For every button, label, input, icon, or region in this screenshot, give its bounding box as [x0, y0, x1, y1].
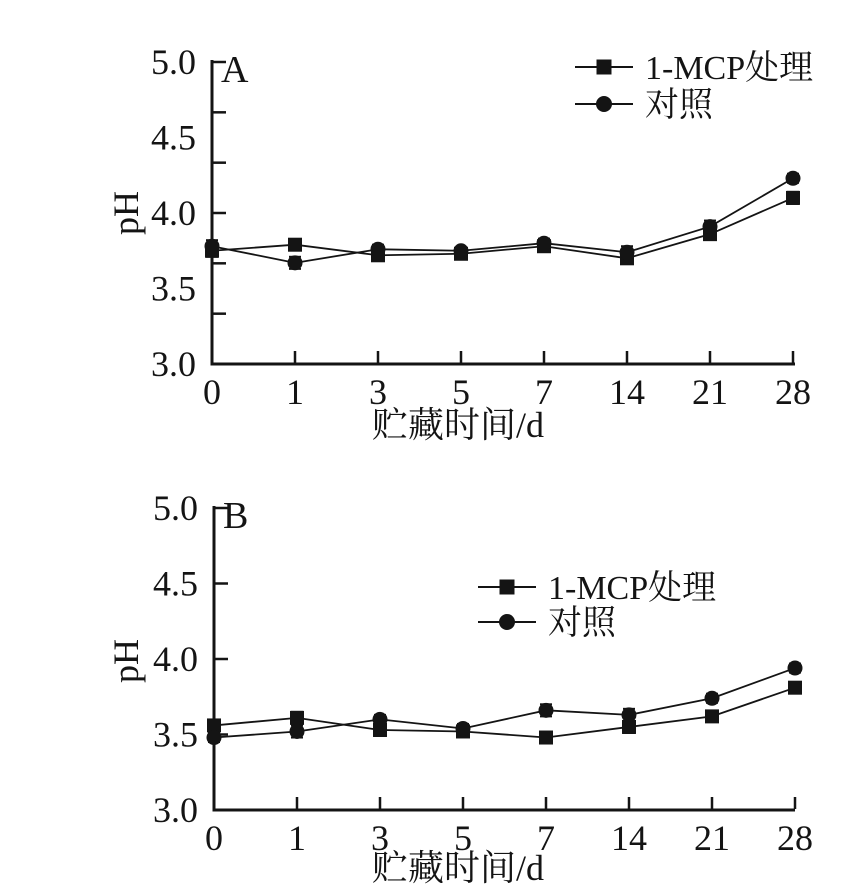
legend-marker-circle [596, 96, 612, 112]
series-circle [205, 171, 801, 271]
x-tick-label: 14 [611, 818, 647, 858]
y-tick-label: 5.0 [153, 488, 198, 528]
data-point-circle [205, 239, 220, 254]
data-point-circle [539, 703, 554, 718]
data-point-square [539, 731, 553, 745]
legend-entry [575, 49, 813, 87]
x-tick-label: 0 [205, 818, 223, 858]
y-tick-label: 3.5 [151, 268, 196, 309]
y-tick-label: 5.0 [151, 42, 196, 82]
data-point-circle [786, 171, 801, 186]
series-circle [207, 661, 803, 745]
y-axis-title: pH [106, 191, 146, 235]
data-point-circle [371, 242, 386, 257]
x-tick-label: 0 [203, 372, 221, 412]
x-tick-label: 5 [452, 372, 470, 412]
y-tick-label: 4.5 [151, 117, 196, 158]
data-point-square [786, 191, 800, 205]
legend-marker-square [500, 580, 515, 595]
legend-entry [478, 569, 716, 607]
chart-b-svg [0, 443, 861, 886]
x-tick-label: 14 [609, 372, 645, 412]
x-tick-label: 7 [537, 818, 555, 858]
panel-label: A [221, 49, 249, 91]
x-tick-label: 28 [775, 372, 811, 412]
x-tick-label: 3 [371, 818, 389, 858]
legend-label: 对照 [548, 605, 616, 642]
data-point-circle [456, 721, 471, 736]
data-point-square [290, 711, 304, 725]
data-point-square [788, 681, 802, 695]
data-point-circle [703, 219, 718, 234]
data-point-circle [537, 236, 552, 251]
data-point-circle [290, 724, 305, 739]
x-axis-title: 贮藏时间/d [371, 405, 545, 443]
data-point-circle [622, 707, 637, 722]
x-tick-label: 7 [535, 372, 553, 412]
data-point-square [705, 709, 719, 723]
legend [478, 569, 716, 642]
y-tick-label: 3.0 [153, 790, 198, 830]
data-point-circle [288, 255, 303, 270]
legend-marker-square [597, 60, 612, 75]
y-tick-label: 4.0 [153, 639, 198, 679]
data-point-circle [705, 691, 720, 706]
panel-label: B [223, 495, 249, 537]
legend-entry [478, 604, 617, 642]
legend-entry [575, 86, 714, 124]
legend [575, 49, 813, 124]
data-point-circle [207, 730, 222, 745]
x-tick-label: 21 [692, 372, 728, 412]
legend-label: 1-MCP处理 [645, 50, 814, 87]
data-point-circle [788, 661, 803, 676]
data-point-circle [620, 245, 635, 260]
y-tick-label: 3.5 [153, 714, 198, 755]
axes [153, 488, 813, 858]
legend-label: 1-MCP处理 [548, 570, 717, 607]
y-tick-label: 4.0 [151, 193, 196, 233]
x-tick-label: 5 [454, 818, 472, 858]
x-tick-label: 28 [777, 818, 813, 858]
legend-marker-circle [499, 614, 515, 630]
chart-panel-b [0, 443, 861, 886]
data-point-circle [373, 712, 388, 727]
x-tick-label: 21 [694, 818, 730, 858]
y-tick-label: 3.0 [151, 344, 196, 384]
legend-label: 对照 [645, 87, 713, 124]
y-tick-label: 4.5 [153, 563, 198, 604]
data-point-circle [454, 243, 469, 258]
data-point-square [288, 238, 302, 252]
x-tick-label: 1 [286, 372, 304, 412]
x-axis-title: 贮藏时间/d [371, 848, 545, 886]
x-tick-label: 1 [288, 818, 306, 858]
y-axis-title: pH [106, 639, 146, 683]
x-tick-label: 3 [369, 372, 387, 412]
